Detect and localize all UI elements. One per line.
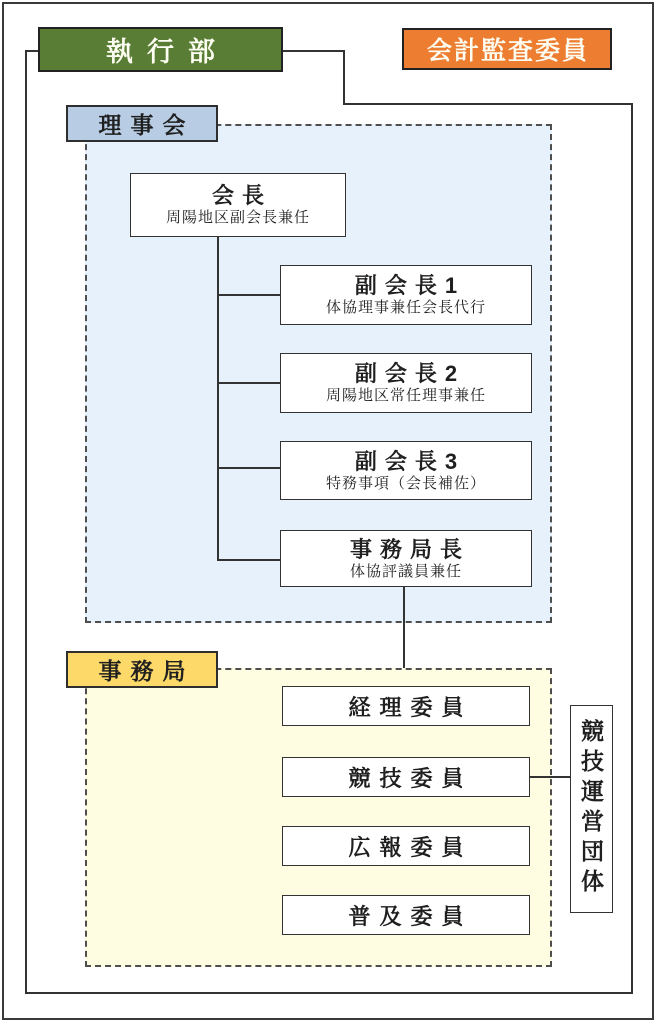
publicity-committee-title: 広報委員 — [348, 834, 473, 860]
connector-executive-drop — [343, 50, 345, 105]
chairman-box — [130, 173, 346, 237]
vice-chairman-2-subtitle: 周陽地区常任理事兼任 — [325, 387, 486, 405]
connector-board-trunk — [217, 237, 219, 561]
secretariat-label: 事務局 — [98, 658, 195, 684]
connector-external — [530, 776, 571, 778]
board-label: 理事会 — [98, 112, 195, 138]
secretary-general-title: 事務局長 — [349, 536, 470, 562]
promotion-committee-box — [282, 895, 530, 935]
accounting-committee-title: 経理委員 — [348, 694, 473, 720]
connector-left-vertical — [25, 50, 27, 994]
chairman-title: 会長 — [211, 183, 272, 209]
vice-chairman-2-box — [280, 353, 532, 413]
competition-committee-title: 競技委員 — [348, 765, 473, 791]
accounting-committee-box — [282, 686, 530, 726]
connector-branch-vice2 — [217, 382, 281, 384]
competition-management-title: 競技運営団体 — [578, 719, 604, 899]
connector-executive-left — [25, 50, 39, 52]
connector-right-vertical — [631, 103, 633, 994]
vice-chairman-1-title: 副会長1 — [354, 273, 466, 299]
vice-chairman-3-subtitle: 特務事項（会長補佐） — [325, 474, 486, 492]
connector-branch-vice1 — [217, 294, 281, 296]
promotion-committee-title: 普及委員 — [348, 903, 473, 929]
chairman-subtitle: 周陽地区副会長兼任 — [165, 209, 310, 227]
vice-chairman-3-box — [280, 441, 532, 500]
secretariat-label-box — [66, 651, 218, 688]
secretary-general-subtitle: 体協評議員兼任 — [349, 562, 462, 580]
connector-branch-secgen — [217, 559, 281, 561]
vice-chairman-1-box — [280, 265, 532, 325]
executive-label: 執行部 — [106, 37, 229, 67]
competition-management-box — [570, 705, 613, 913]
publicity-committee-box — [282, 826, 530, 866]
audit-committee-box — [402, 28, 612, 70]
competition-committee-box — [282, 757, 530, 797]
connector-branch-vice3 — [217, 467, 281, 469]
secretary-general-box — [280, 530, 532, 587]
audit-committee-label: 会計監査委員 — [426, 37, 589, 65]
connector-executive-right — [282, 50, 345, 52]
vice-chairman-3-title: 副会長3 — [354, 448, 466, 474]
vice-chairman-2-title: 副会長2 — [354, 361, 466, 387]
connector-top-right — [343, 103, 633, 105]
connector-bottom — [25, 992, 633, 994]
vice-chairman-1-subtitle: 体協理事兼任会長代行 — [325, 299, 486, 317]
board-label-box — [66, 105, 218, 142]
executive-box — [38, 27, 283, 72]
connector-secgen-drop — [403, 587, 405, 669]
